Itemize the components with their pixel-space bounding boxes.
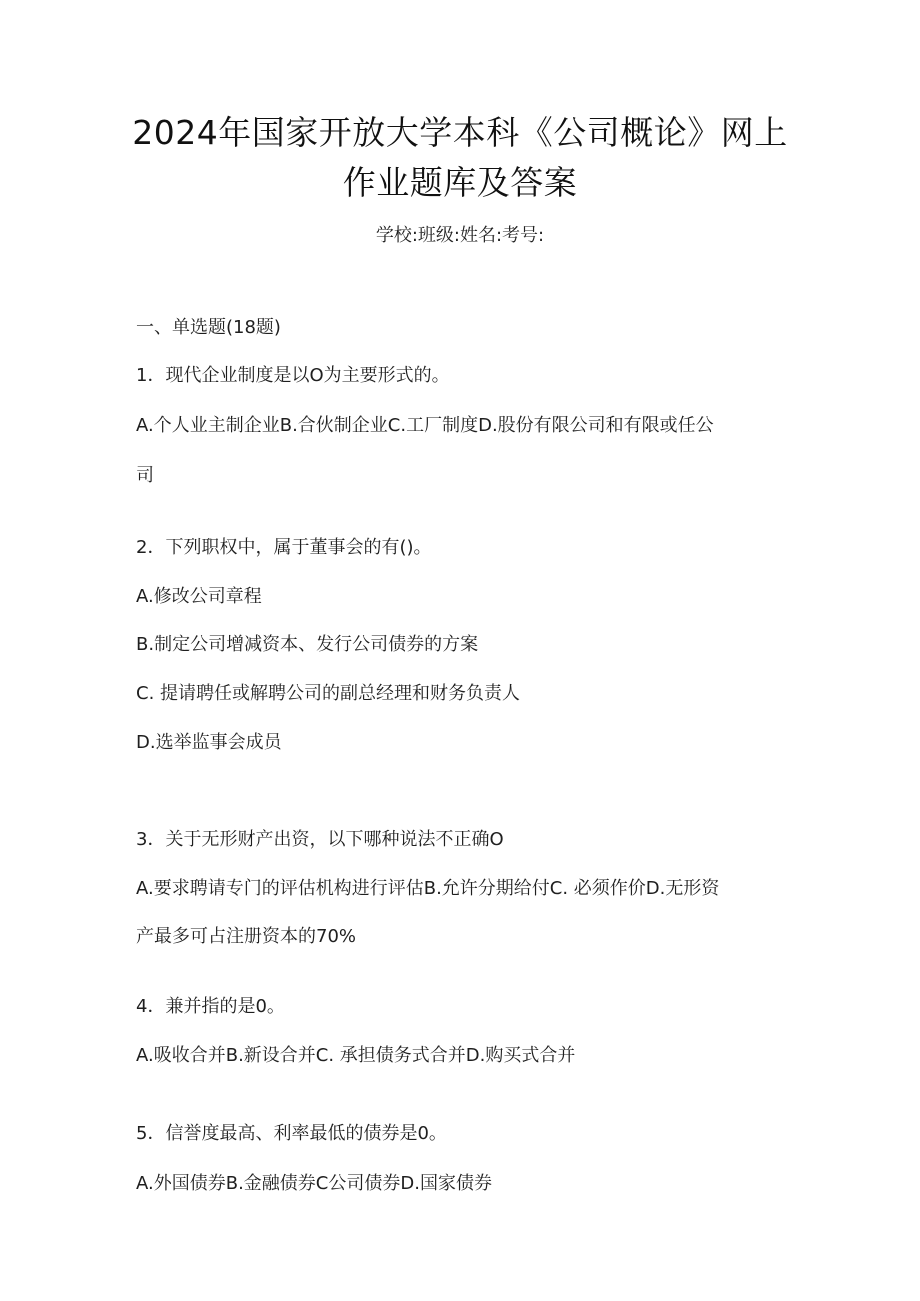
- question-2-option-b: B.制定公司增减资本、发行公司债券的方案: [136, 634, 479, 655]
- section-heading: 一、单选题(18题): [136, 317, 281, 338]
- question-1-stem: 1．现代企业制度是以O为主要形式的。: [136, 365, 450, 386]
- question-3-options-continued: 产最多可占注册资本的70%: [136, 926, 357, 947]
- question-1-options-continued: 司: [136, 465, 154, 486]
- document-title-line-1: 2024年国家开放大学本科《公司概论》网上: [132, 113, 788, 152]
- question-2-option-d: D.选举监事会成员: [136, 732, 282, 753]
- question-3-options: A.要求聘请专门的评估机构进行评估B.允许分期给付C. 必须作价D.无形资: [136, 878, 720, 899]
- question-5-options: A.外国债券B.金融债券C公司债券D.国家债券: [136, 1173, 492, 1194]
- question-2-stem: 2．下列职权中，属于董事会的有()。: [136, 537, 432, 558]
- question-3-stem: 3．关于无形财产出资，以下哪种说法不正确O: [136, 829, 504, 850]
- question-2-option-a: A.修改公司章程: [136, 586, 262, 607]
- question-1-options: A.个人业主制企业B.合伙制企业C.工厂制度D.股份有限公司和有限或任公: [136, 415, 714, 436]
- student-info-line: 学校:班级:姓名:考号:: [375, 225, 545, 246]
- question-4-stem: 4．兼并指的是0。: [136, 996, 285, 1017]
- document-title-line-2: 作业题库及答案: [342, 163, 578, 202]
- question-5-stem: 5．信誉度最高、利率最低的债券是0。: [136, 1123, 447, 1144]
- question-2-option-c: C. 提请聘任或解聘公司的副总经理和财务负责人: [136, 683, 521, 704]
- question-4-options: A.吸收合并B.新设合并C. 承担债务式合并D.购买式合并: [136, 1045, 576, 1066]
